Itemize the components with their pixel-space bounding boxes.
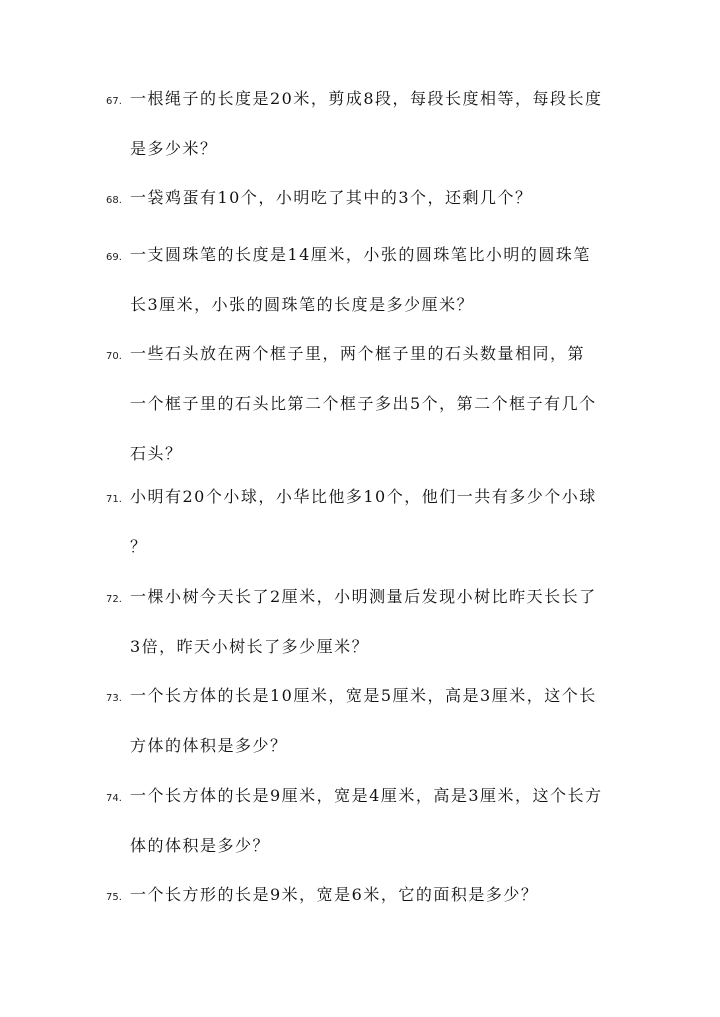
question-text: 一袋鸡蛋有10个，小明吃了其中的3个，还剩几个？ [130, 188, 533, 207]
question-69 [106, 230, 636, 330]
question-text: 一棵小树今天长了2厘米，小明测量后发现小树比昨天长长了 [130, 587, 597, 606]
question-text: 一个长方形的长是9米，宽是6米，它的面积是多少？ [130, 885, 539, 904]
question-text: 方体的体积是多少？ [130, 736, 288, 755]
question-text: 一根绳子的长度是20米，剪成8段，每段长度相等，每段长度 [130, 89, 603, 108]
question-line [106, 572, 636, 622]
question-text: 一个框子里的石头比第二个框子多出5个，第二个框子有几个 [130, 394, 597, 413]
question-text: 长3厘米，小张的圆珠笔的长度是多少厘米？ [130, 295, 475, 314]
question-text: 一支圆珠笔的长度是14厘米，小张的圆珠笔比小明的圆珠笔 [130, 245, 591, 264]
question-70 [106, 329, 636, 479]
question-number: 72. [106, 594, 122, 605]
question-line [106, 329, 636, 379]
question-text: 3倍，昨天小树长了多少厘米？ [130, 637, 370, 656]
question-text: ？ [130, 537, 148, 556]
question-text: 一些石头放在两个框子里，两个框子里的石头数量相同，第 [130, 344, 586, 363]
question-67 [106, 74, 636, 174]
question-text: 一个长方体的长是10厘米，宽是5厘米，高是3厘米，这个长 [130, 686, 597, 705]
question-line [106, 173, 636, 223]
question-line [106, 671, 636, 721]
question-line [106, 472, 636, 522]
question-number: 69. [106, 252, 122, 263]
question-number: 67. [106, 96, 122, 107]
question-number: 70. [106, 351, 122, 362]
question-text: 体的体积是多少？ [130, 836, 271, 855]
question-line [106, 870, 636, 920]
question-73 [106, 671, 636, 771]
question-line [106, 771, 636, 821]
question-text: 小明有20个小球，小华比他多10个，他们一共有多少个小球 [130, 487, 597, 506]
question-text: 石头？ [130, 444, 183, 463]
question-line [106, 74, 636, 124]
question-number: 71. [106, 494, 122, 505]
question-68 [106, 173, 636, 223]
question-number: 75. [106, 892, 122, 903]
question-75 [106, 870, 636, 920]
question-text: 一个长方体的长是9厘米，宽是4厘米，高是3厘米，这个长方 [130, 786, 603, 805]
question-number: 74. [106, 793, 122, 804]
question-74 [106, 771, 636, 871]
question-number: 73. [106, 693, 122, 704]
question-number: 68. [106, 195, 122, 206]
question-line [106, 230, 636, 280]
question-text: 是多少米？ [130, 139, 218, 158]
question-72 [106, 572, 636, 672]
question-71 [106, 472, 636, 572]
